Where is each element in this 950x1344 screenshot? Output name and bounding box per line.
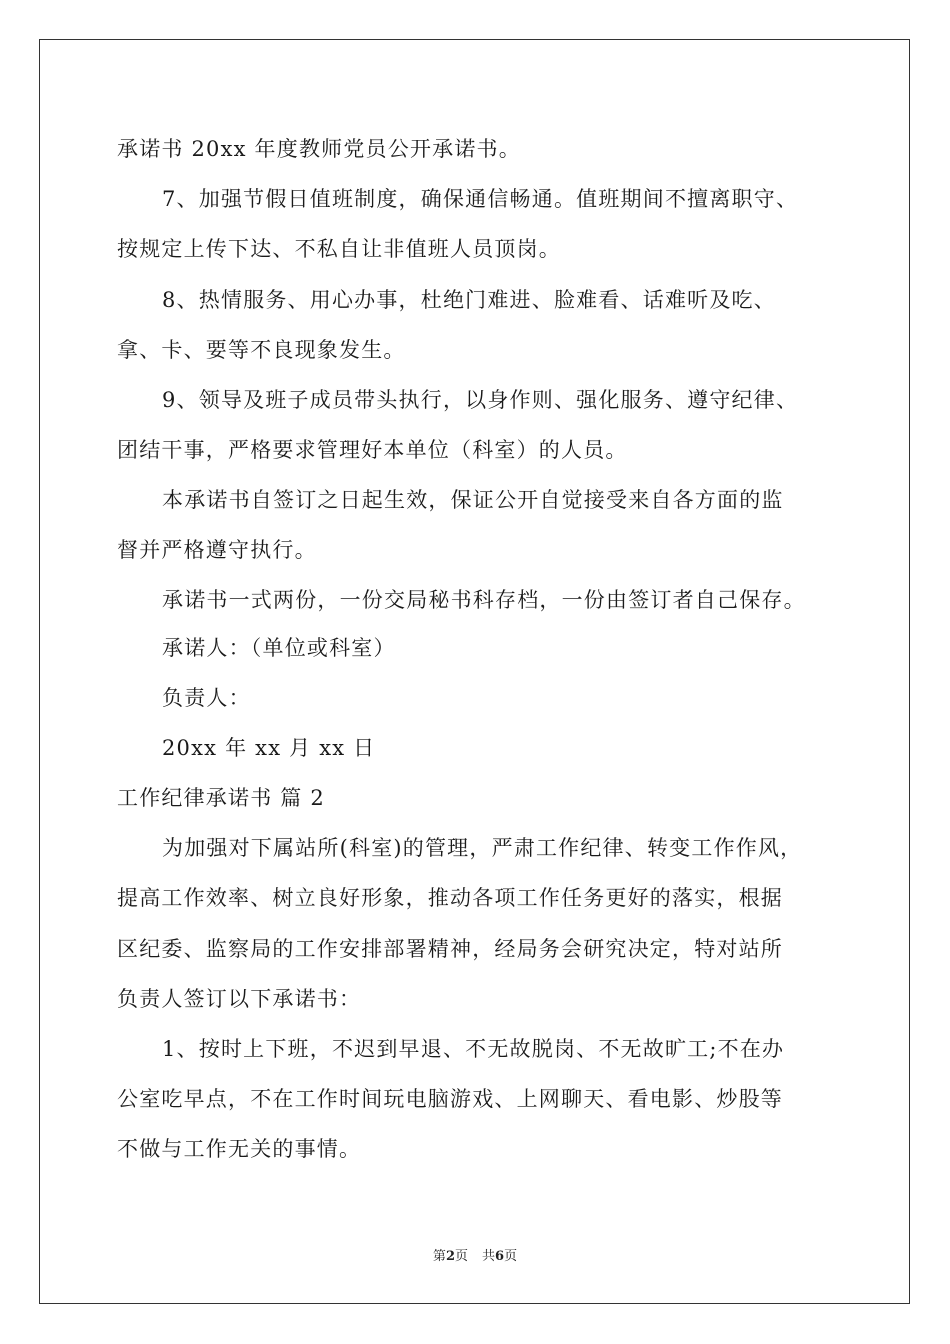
text-line: 区纪委、监察局的工作安排部署精神，经局务会研究决定，特对站所 bbox=[117, 937, 783, 961]
text-line: 不做与工作无关的事情。 bbox=[117, 1137, 362, 1161]
text-line: 承诺书一式两份，一份交局秘书科存档，一份由签订者自己保存。 bbox=[162, 588, 806, 612]
footer-page-number: 2 bbox=[445, 1249, 455, 1264]
text-line: 承诺书 20xx 年度教师党员公开承诺书。 bbox=[117, 137, 521, 161]
text-line: 督并严格遵守执行。 bbox=[117, 538, 317, 562]
text-line: 按规定上传下达、不私自让非值班人员顶岗。 bbox=[117, 237, 561, 261]
text-line: 团结干事，严格要求管理好本单位（科室）的人员。 bbox=[117, 438, 628, 462]
text-line: 提高工作效率、树立良好形象，推动各项工作任务更好的落实，根据 bbox=[117, 886, 783, 910]
text-line: 负责人： bbox=[162, 686, 251, 710]
page-footer bbox=[0, 1248, 950, 1266]
footer-page-prefix: 第 bbox=[432, 1249, 446, 1264]
text-line: 拿、卡、要等不良现象发生。 bbox=[117, 338, 406, 362]
text-line: 1、按时上下班，不迟到早退、不无故脱岗、不无故旷工;不在办 bbox=[162, 1037, 785, 1061]
page-border bbox=[39, 39, 910, 1304]
text-line: 8、热情服务、用心办事，杜绝门难进、脸难看、话难听及吃、 bbox=[162, 288, 776, 312]
text-line: 7、加强节假日值班制度，确保通信畅通。值班期间不擅离职守、 bbox=[162, 187, 799, 211]
text-line: 公室吃早点，不在工作时间玩电脑游戏、上网聊天、看电影、炒股等 bbox=[117, 1087, 783, 1111]
section-heading: 工作纪律承诺书 篇 2 bbox=[117, 786, 325, 810]
text-line: 9、领导及班子成员带头执行，以身作则、强化服务、遵守纪律、 bbox=[162, 388, 799, 412]
text-line: 负责人签订以下承诺书： bbox=[117, 987, 362, 1011]
footer-total-suffix: 页 bbox=[504, 1249, 518, 1264]
text-line: 为加强对下属站所(科室)的管理，严肃工作纪律、转变工作作风， bbox=[162, 836, 803, 860]
text-line: 承诺人：（单位或科室） bbox=[162, 636, 396, 660]
footer-page-suffix: 页 bbox=[454, 1249, 468, 1264]
text-line: 本承诺书自签订之日起生效，保证公开自觉接受来自各方面的监 bbox=[162, 488, 784, 512]
footer-total-prefix: 共 bbox=[482, 1249, 496, 1264]
date-line: 20xx 年 xx 月 xx 日 bbox=[162, 736, 376, 760]
footer-total-number: 6 bbox=[495, 1249, 505, 1264]
